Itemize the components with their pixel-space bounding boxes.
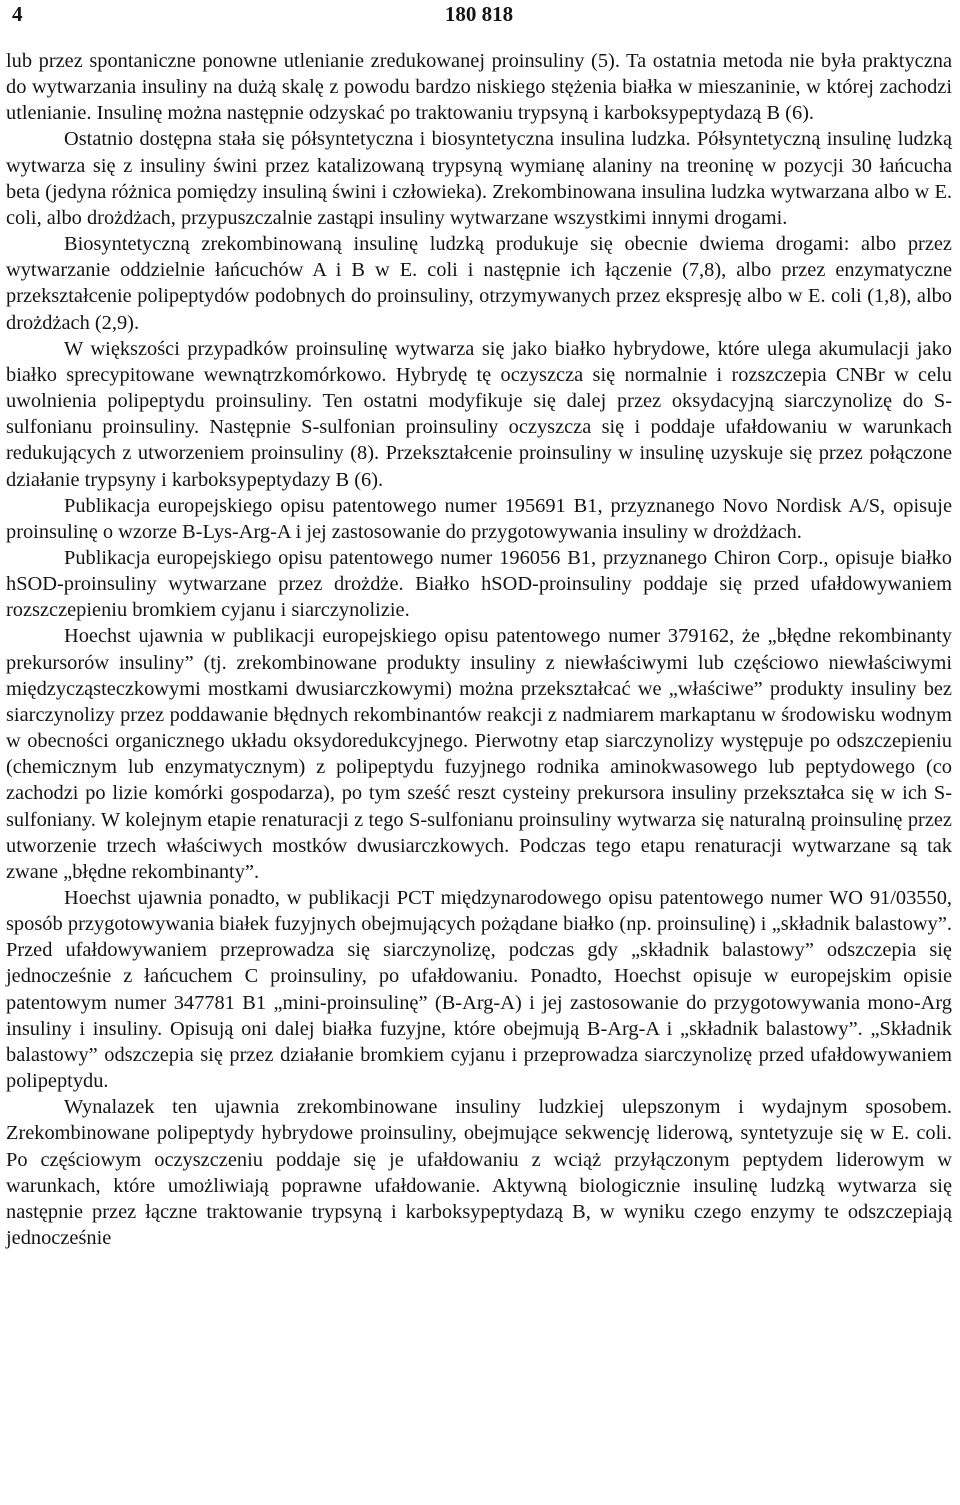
paragraph-6: Publikacja europejskiego opisu patentowego numer 196056 B1, przyznanego Chiron Corp., opisuje białko hSOD-proinsuliny wytwarzane przez drożdże. Białko hSOD-proinsuliny poddaje się przed ufałdowywaniem rozszczepieniu bromkiem cyjanu i siarczynolizie. <box>6 546 952 622</box>
paragraph-3: Biosyntetyczną zrekombinowaną insulinę ludzką produkuje się obecnie dwiema drogami: albo przez wytwarzanie oddzielnie łańcuchów A i B w E. coli i następnie ich łączenie (7,8), albo przez enzymatyczne przekształcenie polipeptydów podobnych do proinsuliny, otrzymywanych przez ekspresję albo w E. coli (1,8), albo drożdżach (2,9). <box>6 233 952 334</box>
paragraph-1: lub przez spontaniczne ponowne utlenianie zredukowanej proinsuliny (5). Ta ostatnia metoda nie była praktyczna do wytwarzania insuliny na dużą skalę z powodu bardzo niskiego stężenia białka w mieszaninie, w której zachodzi utlenianie. Insulinę można następnie odzyskać po traktowaniu trypsyną i karboksypeptydazą B (6). <box>6 50 952 125</box>
page-number: 4 <box>12 2 23 26</box>
paragraph-2: Ostatnio dostępna stała się półsyntetyczna i biosyntetyczna insulina ludzka. Półsyntetyczną insulinę ludzką wytwarza się z insuliny świni przez katalizowaną trypsyną wymianę alaniny na treoninę w pozycji 30 łańcucha beta (jedyna różnica pomiędzy insuliną świni i człowieka). Zrekombinowana insulina ludzka wytwarzana albo w E. coli, albo drożdżach, przypuszczalnie zastąpi insuliny wytwarzane wszystkimi innymi drogami. <box>6 128 952 229</box>
page-header <box>6 0 952 36</box>
paragraph-4: W większości przypadków proinsulinę wytwarza się jako białko hybrydowe, które ulega akumulacji jako białko sprecypitowane wewnątrzkomórkowo. Hybrydę tę oczyszcza się normalnie i rozszczepia CNBr w celu uwolnienia polipeptydu proinsuliny. Ten ostatni modyfikuje się dalej przez oksydacyjną siarczynolizę do S-sulfonianu proinsuliny. Następnie S-sulfonian proinsuliny oczyszcza się i poddaje ufałdowaniu w warunkach redukujących z utworzeniem proinsuliny (8). Przekształcenie proinsuliny w insulinę uzyskuje się przez połączone działanie trypsyny i karboksypeptydazy B (6). <box>6 337 952 491</box>
paragraph-9: Wynalazek ten ujawnia zrekombinowane insuliny ludzkiej ulepszonym i wydajnym sposobem. Zrekombinowane polipeptydy hybrydowe proinsuliny, obejmujące sekwencję liderową, syntetyzuje się w E. coli. Po częściowym oczyszczeniu poddaje się je ufałdowaniu z wciąż przyłączonym peptydem liderowym w warunkach, które umożliwiają poprawne ufałdowanie. Aktywną biologicznie insulinę ludzką wytwarza się następnie przez łączne traktowanie trypsyną i karboksypeptydazą B, w wyniku czego enzymy te odszczepiają jednocześnie <box>6 1096 952 1250</box>
paragraph-5: Publikacja europejskiego opisu patentowego numer 195691 B1, przyznanego Novo Nordisk A/S, opisuje proinsulinę o wzorze B-Lys-Arg-A i jej zastosowanie do przygotowywania insuliny w drożdżach. <box>6 494 952 543</box>
document-body <box>6 48 952 1251</box>
paragraph-8: Hoechst ujawnia ponadto, w publikacji PCT międzynarodowego opisu patentowego numer WO 91/03550, sposób przygotowywania białek fuzyjnych obejmujących pożądane białko (np. proinsulinę) i „składnik balastowy”. Przed ufałdowywaniem przeprowadza się siarczynolizę, podczas gdy „składnik balastowy” odszczepia się jednocześnie z łańcuchem C proinsuliny, po ufałdowaniu. Ponadto, Hoechst opisuje w europejskim opisie patentowym numer 347781 B1 „mini-proinsulinę” (B-Arg-A) i jej zastosowanie do przygotowywania mono-Arg insuliny i insuliny. Opisują oni dalej białka fuzyjne, które obejmują B-Arg-A i „składnik balastowy”. „Składnik balastowy” odszczepia się przez działanie bromkiem cyjanu i przeprowadza siarczynolizę przed ufałdowywaniem polipeptydu. <box>6 887 952 1093</box>
paragraph-7: Hoechst ujawnia w publikacji europejskiego opisu patentowego numer 379162, że „błędne rekombinanty prekursorów insuliny” (tj. zrekombinowane produkty insuliny z niewłaściwymi lub częściowo niewłaściwymi międzycząsteczkowymi mostkami dwusiarczkowymi) można przekształcać we „właściwe” produkty insuliny bez siarczynolizy przez poddawanie błędnych rekombinantów reakcji z nadmiarem markaptanu w środowisku wodnym w obecności organicznego układu oksydoredukcyjnego. Pierwotny etap siarczynolizy występuje po odszczepieniu (chemicznym lub enzymatycznym) z polipeptydu fuzyjnego rodnika aminokwasowego lub peptydowego (co zachodzi po lizie komórki gospodarza), po tym sześć reszt cysteiny prekursora insuliny przekształca się w ich S-sulfoniany. W kolejnym etapie renaturacji z tego S-sulfonianu proinsuliny wytwarza się naturalną proinsulinę przez utworzenie trzech właściwych mostków dwusiarczkowych. Podczas tego etapu renaturacji wytwarzane są tak zwane „błędne rekombinanty”. <box>6 625 952 883</box>
patent-number: 180 818 <box>444 2 514 26</box>
